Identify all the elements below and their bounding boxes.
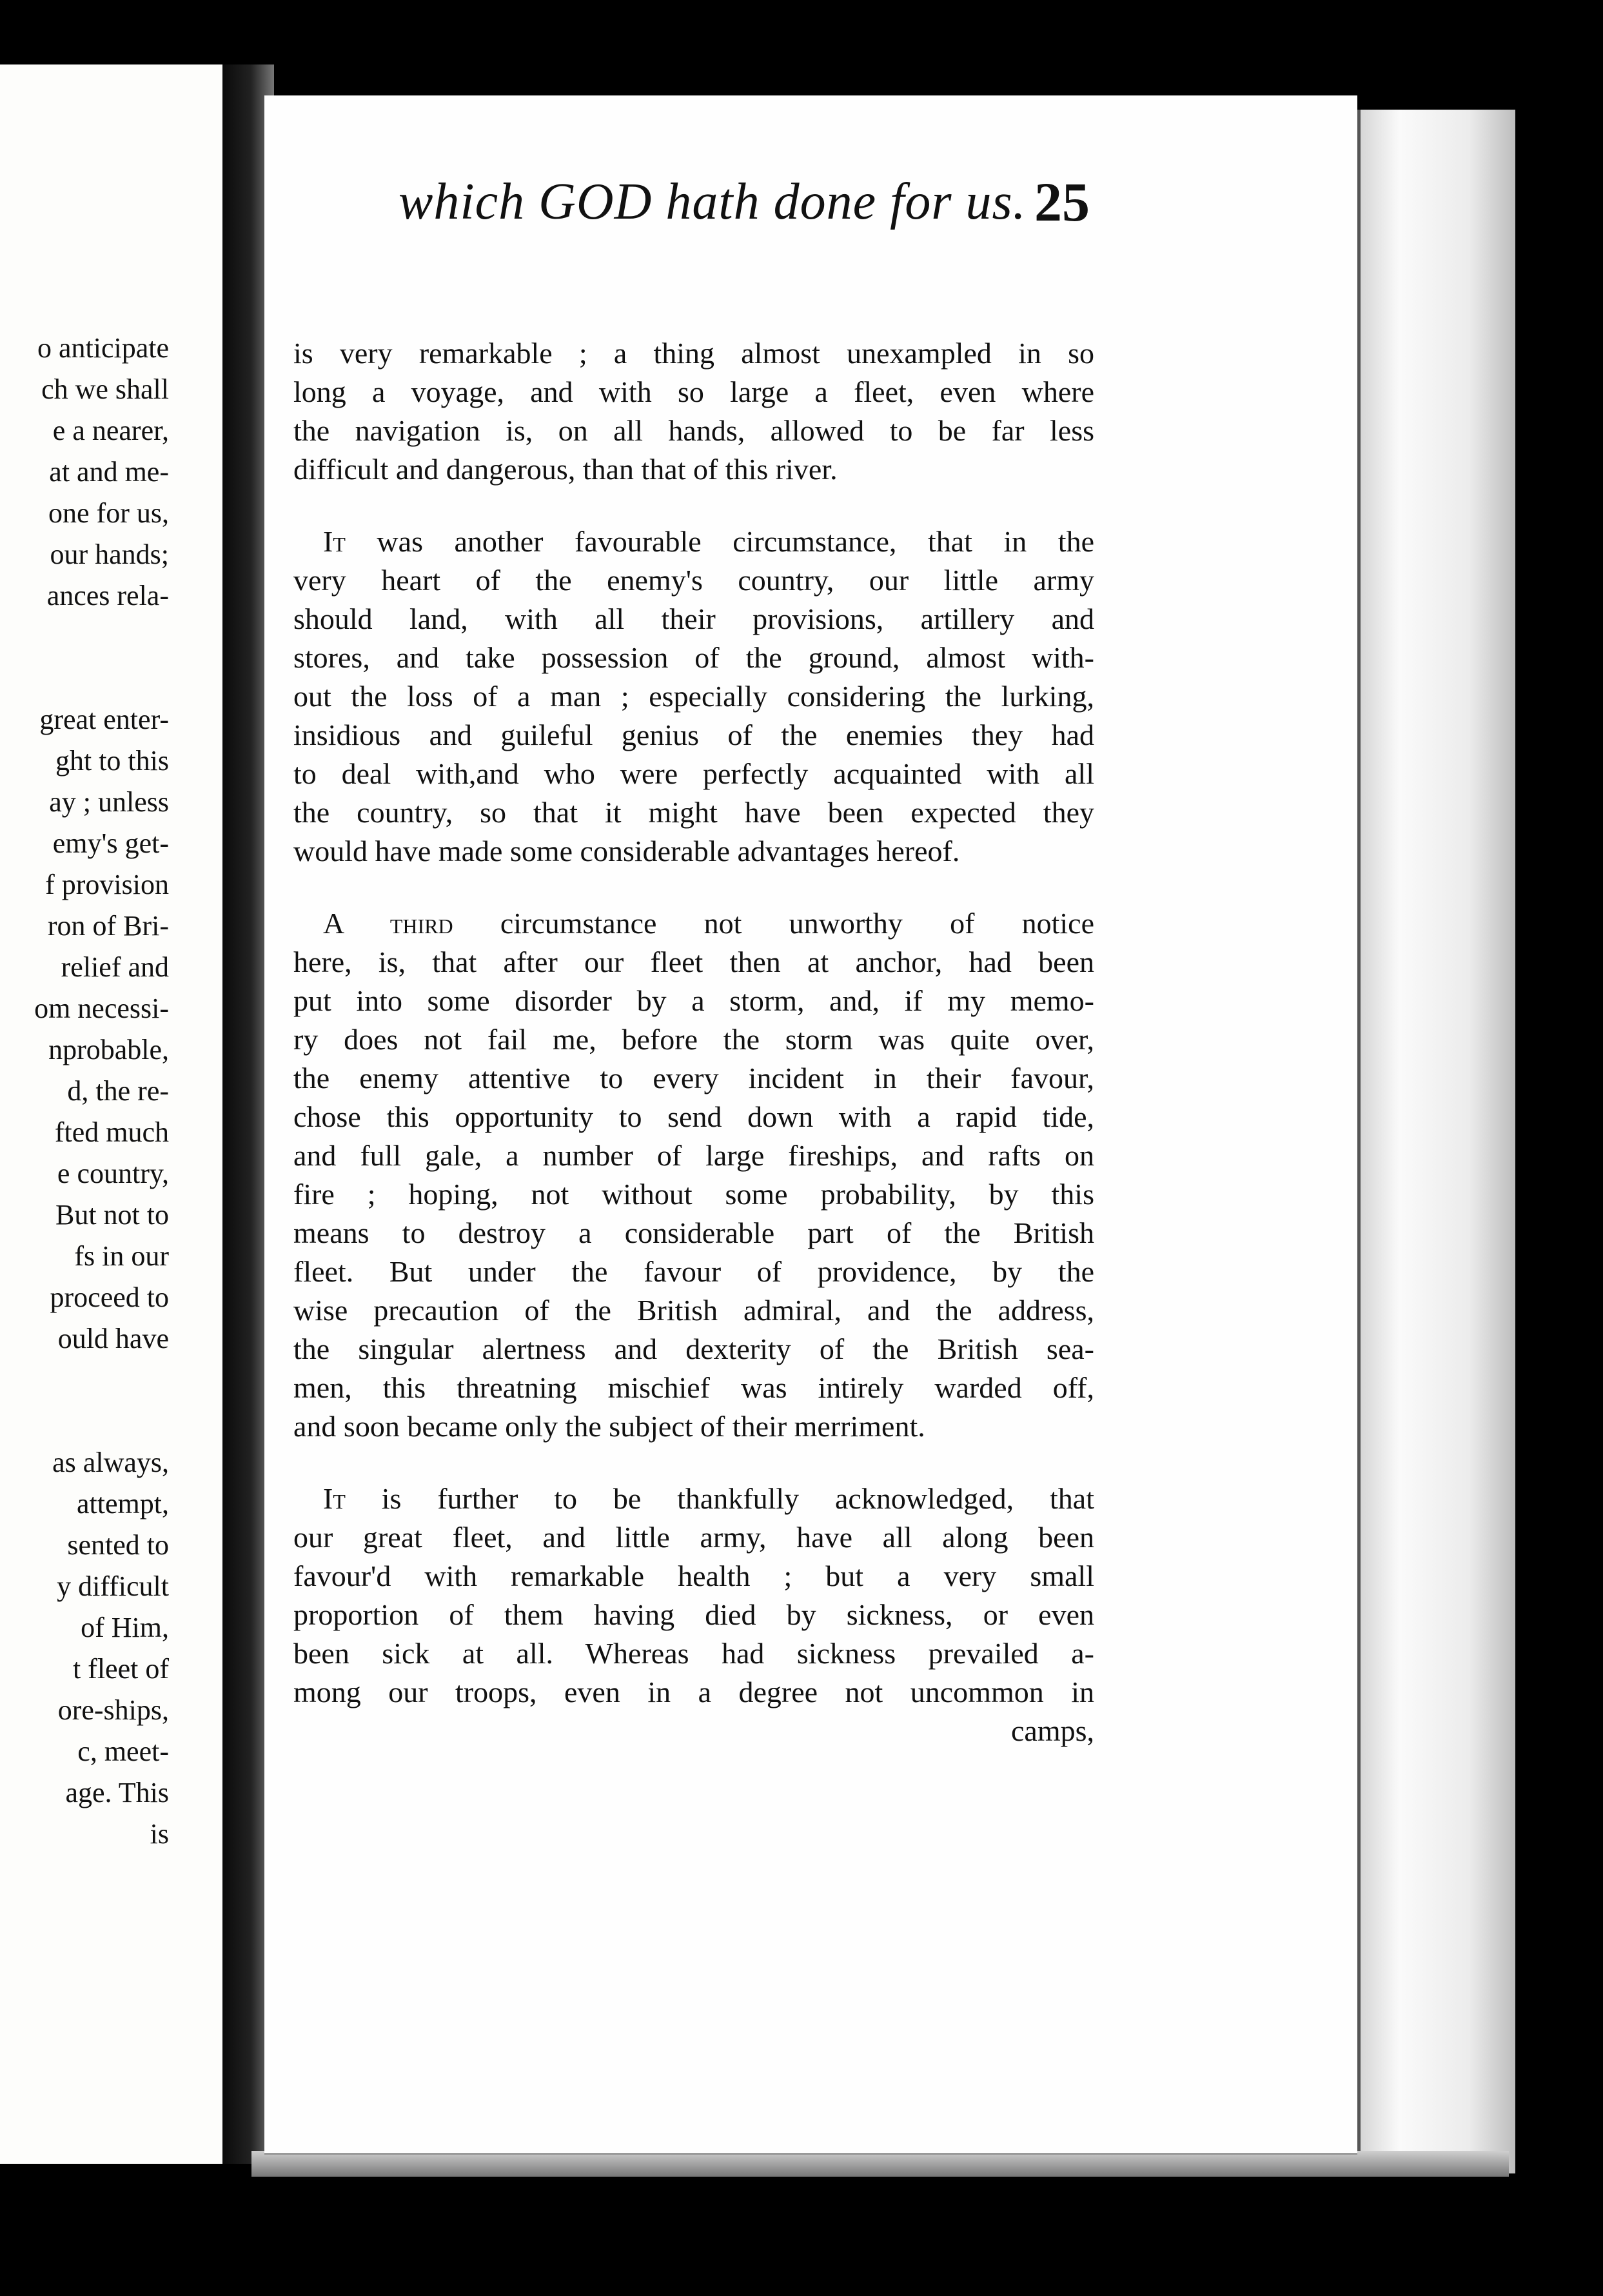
- left-line: ay ; unless: [49, 786, 169, 818]
- text-line: long a voyage, and with so large a fleet, even where: [293, 375, 1094, 408]
- page-fore-edge: [1357, 110, 1515, 2173]
- paragraph-gap: [293, 871, 1094, 904]
- left-line: ore-ships,: [57, 1694, 169, 1726]
- text-line: difficult and dangerous, than that of this river.: [293, 453, 838, 486]
- left-line: ght to this: [55, 745, 169, 777]
- left-line: one for us,: [48, 497, 169, 529]
- left-line: sented to: [67, 1529, 169, 1561]
- text-line: our great fleet, and little army, have all along been: [293, 1521, 1094, 1554]
- left-line: of Him,: [81, 1612, 169, 1643]
- left-line: age. This: [65, 1777, 169, 1808]
- text-line: fire ; hoping, not without some probability, by this: [293, 1178, 1094, 1211]
- left-line: nprobable,: [48, 1034, 169, 1065]
- left-line: y difficult: [57, 1570, 169, 1602]
- running-head: [398, 153, 1090, 250]
- left-line: great enter-: [39, 704, 169, 735]
- paragraph-lead-word: It: [323, 1482, 346, 1515]
- left-line: our hands;: [50, 539, 169, 570]
- paragraph-gap: [293, 1446, 1094, 1480]
- text-line: means to destroy a considerable part of the British: [293, 1216, 1094, 1249]
- text-line-rest: circumstance not unworthy of notice: [453, 907, 1094, 940]
- left-line: [0, 658, 169, 699]
- left-line: f provision: [45, 869, 169, 900]
- left-line: ould have: [57, 1323, 169, 1354]
- left-line: t fleet of: [72, 1653, 169, 1685]
- text-line: to deal with,and who were perfectly acquainted with all: [293, 757, 1094, 790]
- left-line: attempt,: [77, 1488, 169, 1519]
- left-line: ances rela-: [46, 580, 169, 611]
- paragraph-lead-word: A third: [323, 907, 453, 940]
- left-line: e a nearer,: [52, 415, 169, 446]
- left-line: ron of Bri-: [47, 910, 169, 942]
- left-line: [0, 617, 169, 658]
- text-line: the country, so that it might have been expected they: [293, 796, 1094, 829]
- left-line: at and me-: [49, 456, 169, 488]
- text-line: insidious and guileful genius of the enemies they had: [293, 718, 1094, 751]
- text-line: out the loss of a man ; especially considering the lurking,: [293, 680, 1094, 713]
- running-head-title: which GOD hath done for us.: [398, 173, 1027, 230]
- text-line: is very remarkable ; a thing almost unexampled in so: [293, 337, 1094, 370]
- text-line: would have made some considerable advantages hereof.: [293, 835, 960, 867]
- left-page-text: [0, 328, 169, 1855]
- left-line: d, the re-: [67, 1075, 169, 1107]
- text-line: put into some disorder by a storm, and, if my memo-: [293, 984, 1094, 1017]
- left-line: proceed to: [50, 1282, 169, 1313]
- text-line: stores, and take possession of the ground, almost with-: [293, 641, 1094, 674]
- paragraph-gap: [293, 489, 1094, 522]
- page-bottom-edge: [251, 2151, 1509, 2177]
- left-line: ch we shall: [41, 373, 169, 405]
- left-line: [0, 1401, 169, 1442]
- left-line: But not to: [55, 1199, 169, 1231]
- text-line: and soon became only the subject of their merriment.: [293, 1410, 925, 1443]
- text-line: should land, with all their provisions, artillery and: [293, 602, 1094, 635]
- text-line: been sick at all. Whereas had sickness prevailed a-: [293, 1637, 1094, 1670]
- text-line: the navigation is, on all hands, allowed to be far less: [293, 414, 1094, 447]
- text-line: the singular alertness and dexterity of the British sea-: [293, 1332, 1094, 1365]
- left-line: fted much: [54, 1116, 169, 1148]
- text-line-rest: was another favourable circumstance, that in the: [345, 525, 1094, 558]
- left-line: as always,: [52, 1447, 169, 1478]
- left-line: e country,: [57, 1158, 169, 1189]
- text-line: proportion of them having died by sickness, or even: [293, 1598, 1094, 1631]
- text-line: and full gale, a number of large fireships, and rafts on: [293, 1139, 1094, 1172]
- text-line-rest: is further to be thankfully acknowledged, that: [345, 1482, 1094, 1515]
- page-body-text: [293, 334, 1094, 1750]
- text-line-with-lead: [293, 1480, 1094, 1518]
- paragraph-lead-word: It: [323, 525, 346, 558]
- text-line: very heart of the enemy's country, our little army: [293, 564, 1094, 597]
- left-line: relief and: [61, 951, 169, 983]
- text-line-with-lead: [293, 522, 1094, 561]
- left-line: c, meet-: [77, 1736, 169, 1767]
- text-line: wise precaution of the British admiral, and the address,: [293, 1294, 1094, 1327]
- text-line: fleet. But under the favour of providence, by the: [293, 1255, 1094, 1288]
- left-line: emy's get-: [52, 827, 169, 859]
- text-line-with-lead: [293, 904, 1094, 943]
- left-line: is: [150, 1818, 169, 1850]
- page-number: 25: [1034, 171, 1090, 233]
- left-line: fs in our: [74, 1240, 169, 1272]
- text-line: here, is, that after our fleet then at anchor, had been: [293, 945, 1094, 978]
- text-line: ry does not fail me, before the storm was quite over,: [293, 1023, 1094, 1056]
- text-line: favour'd with remarkable health ; but a very small: [293, 1559, 1094, 1592]
- catchword: camps,: [1010, 1714, 1094, 1747]
- left-line: om necessi-: [34, 993, 169, 1024]
- text-line: men, this threatning mischief was intirely warded off,: [293, 1371, 1094, 1404]
- left-line: o anticipate: [37, 332, 169, 364]
- left-line: [0, 1360, 169, 1401]
- text-line: the enemy attentive to every incident in their favour,: [293, 1062, 1094, 1094]
- text-line: chose this opportunity to send down with a rapid tide,: [293, 1100, 1094, 1133]
- left-facing-page-fragment: [0, 64, 222, 2164]
- text-line: mong our troops, even in a degree not uncommon in: [293, 1676, 1094, 1708]
